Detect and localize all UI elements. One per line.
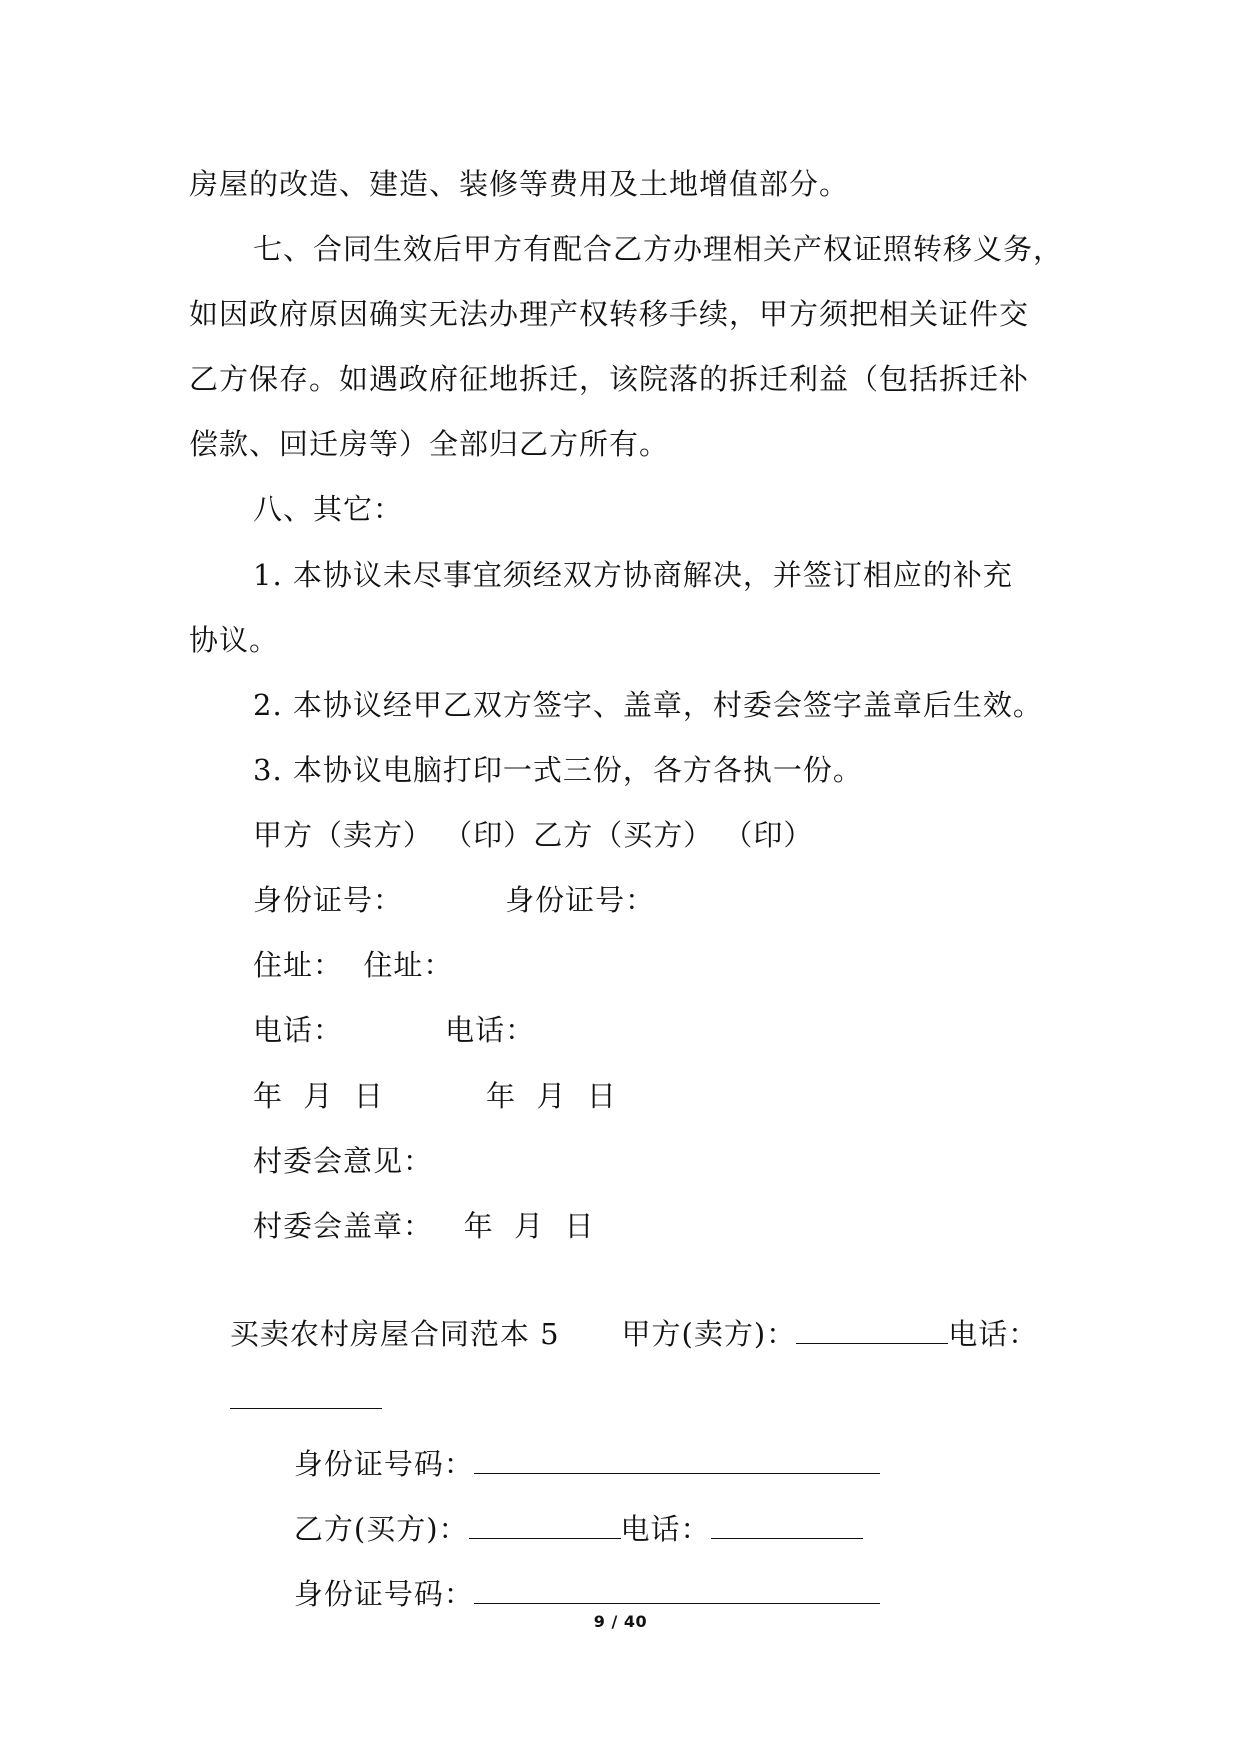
village-committee-opinion-line: 村委会意见： bbox=[253, 1144, 434, 1178]
party-a-phone-label: 电话： bbox=[948, 1317, 1039, 1351]
clause-eight-heading: 八、其它： bbox=[253, 492, 404, 526]
party-b-id-line bbox=[253, 1540, 880, 1648]
party-b-label: 乙方(买方)： bbox=[293, 1512, 469, 1546]
date-line: 年 月 日 年 月 日 bbox=[253, 1079, 617, 1113]
paragraph-line: 偿款、回迁房等）全部归乙方所有。 bbox=[189, 427, 670, 461]
clause-seven-heading-line: 七、合同生效后甲方有配合乙方办理相关产权证照转移义务， bbox=[253, 232, 1064, 266]
contract5-title: 买卖农村房屋合同范本 5 bbox=[229, 1317, 560, 1351]
signature-parties-line: 甲方（卖方） （印）乙方（买方） （印） bbox=[253, 818, 814, 852]
village-committee-seal-line: 村委会盖章： 年 月 日 bbox=[253, 1209, 595, 1243]
page-number: 9 / 40 bbox=[593, 1612, 648, 1631]
party-b-id-blank bbox=[474, 1577, 880, 1604]
phone-line: 电话： 电话： bbox=[253, 1013, 536, 1047]
list-item-1: 1. 本协议未尽事宜须经双方协商解决，并签订相应的补充 bbox=[253, 558, 1013, 592]
party-a-phone-blank bbox=[230, 1382, 382, 1409]
paragraph-line: 房屋的改造、建造、装修等费用及土地增值部分。 bbox=[189, 167, 850, 201]
list-item-3: 3. 本协议电脑打印一式三份，各方各执一份。 bbox=[253, 753, 863, 787]
id-number-line: 身份证号： 身份证号： bbox=[253, 883, 656, 917]
party-b-phone-blank bbox=[711, 1512, 863, 1539]
party-b-blank bbox=[469, 1512, 621, 1539]
paragraph-line: 如因政府原因确实无法办理产权转移手续，甲方须把相关证件交 bbox=[189, 297, 1030, 331]
address-line: 住址： 住址： bbox=[253, 948, 454, 982]
party-b-id-label: 身份证号码： bbox=[293, 1577, 474, 1611]
party-a-id-label: 身份证号码： bbox=[293, 1447, 474, 1481]
party-a-label: 甲方(卖方)： bbox=[621, 1317, 797, 1351]
list-item-2: 2. 本协议经甲乙双方签字、盖章，村委会签字盖章后生效。 bbox=[253, 688, 1043, 722]
party-a-id-blank bbox=[474, 1447, 880, 1474]
paragraph-line: 乙方保存。如遇政府征地拆迁，该院落的拆迁利益（包括拆迁补 bbox=[189, 362, 1030, 396]
party-a-blank bbox=[796, 1317, 948, 1344]
list-item-1-continuation: 协议。 bbox=[189, 623, 280, 657]
party-b-phone-label: 电话： bbox=[620, 1512, 711, 1546]
